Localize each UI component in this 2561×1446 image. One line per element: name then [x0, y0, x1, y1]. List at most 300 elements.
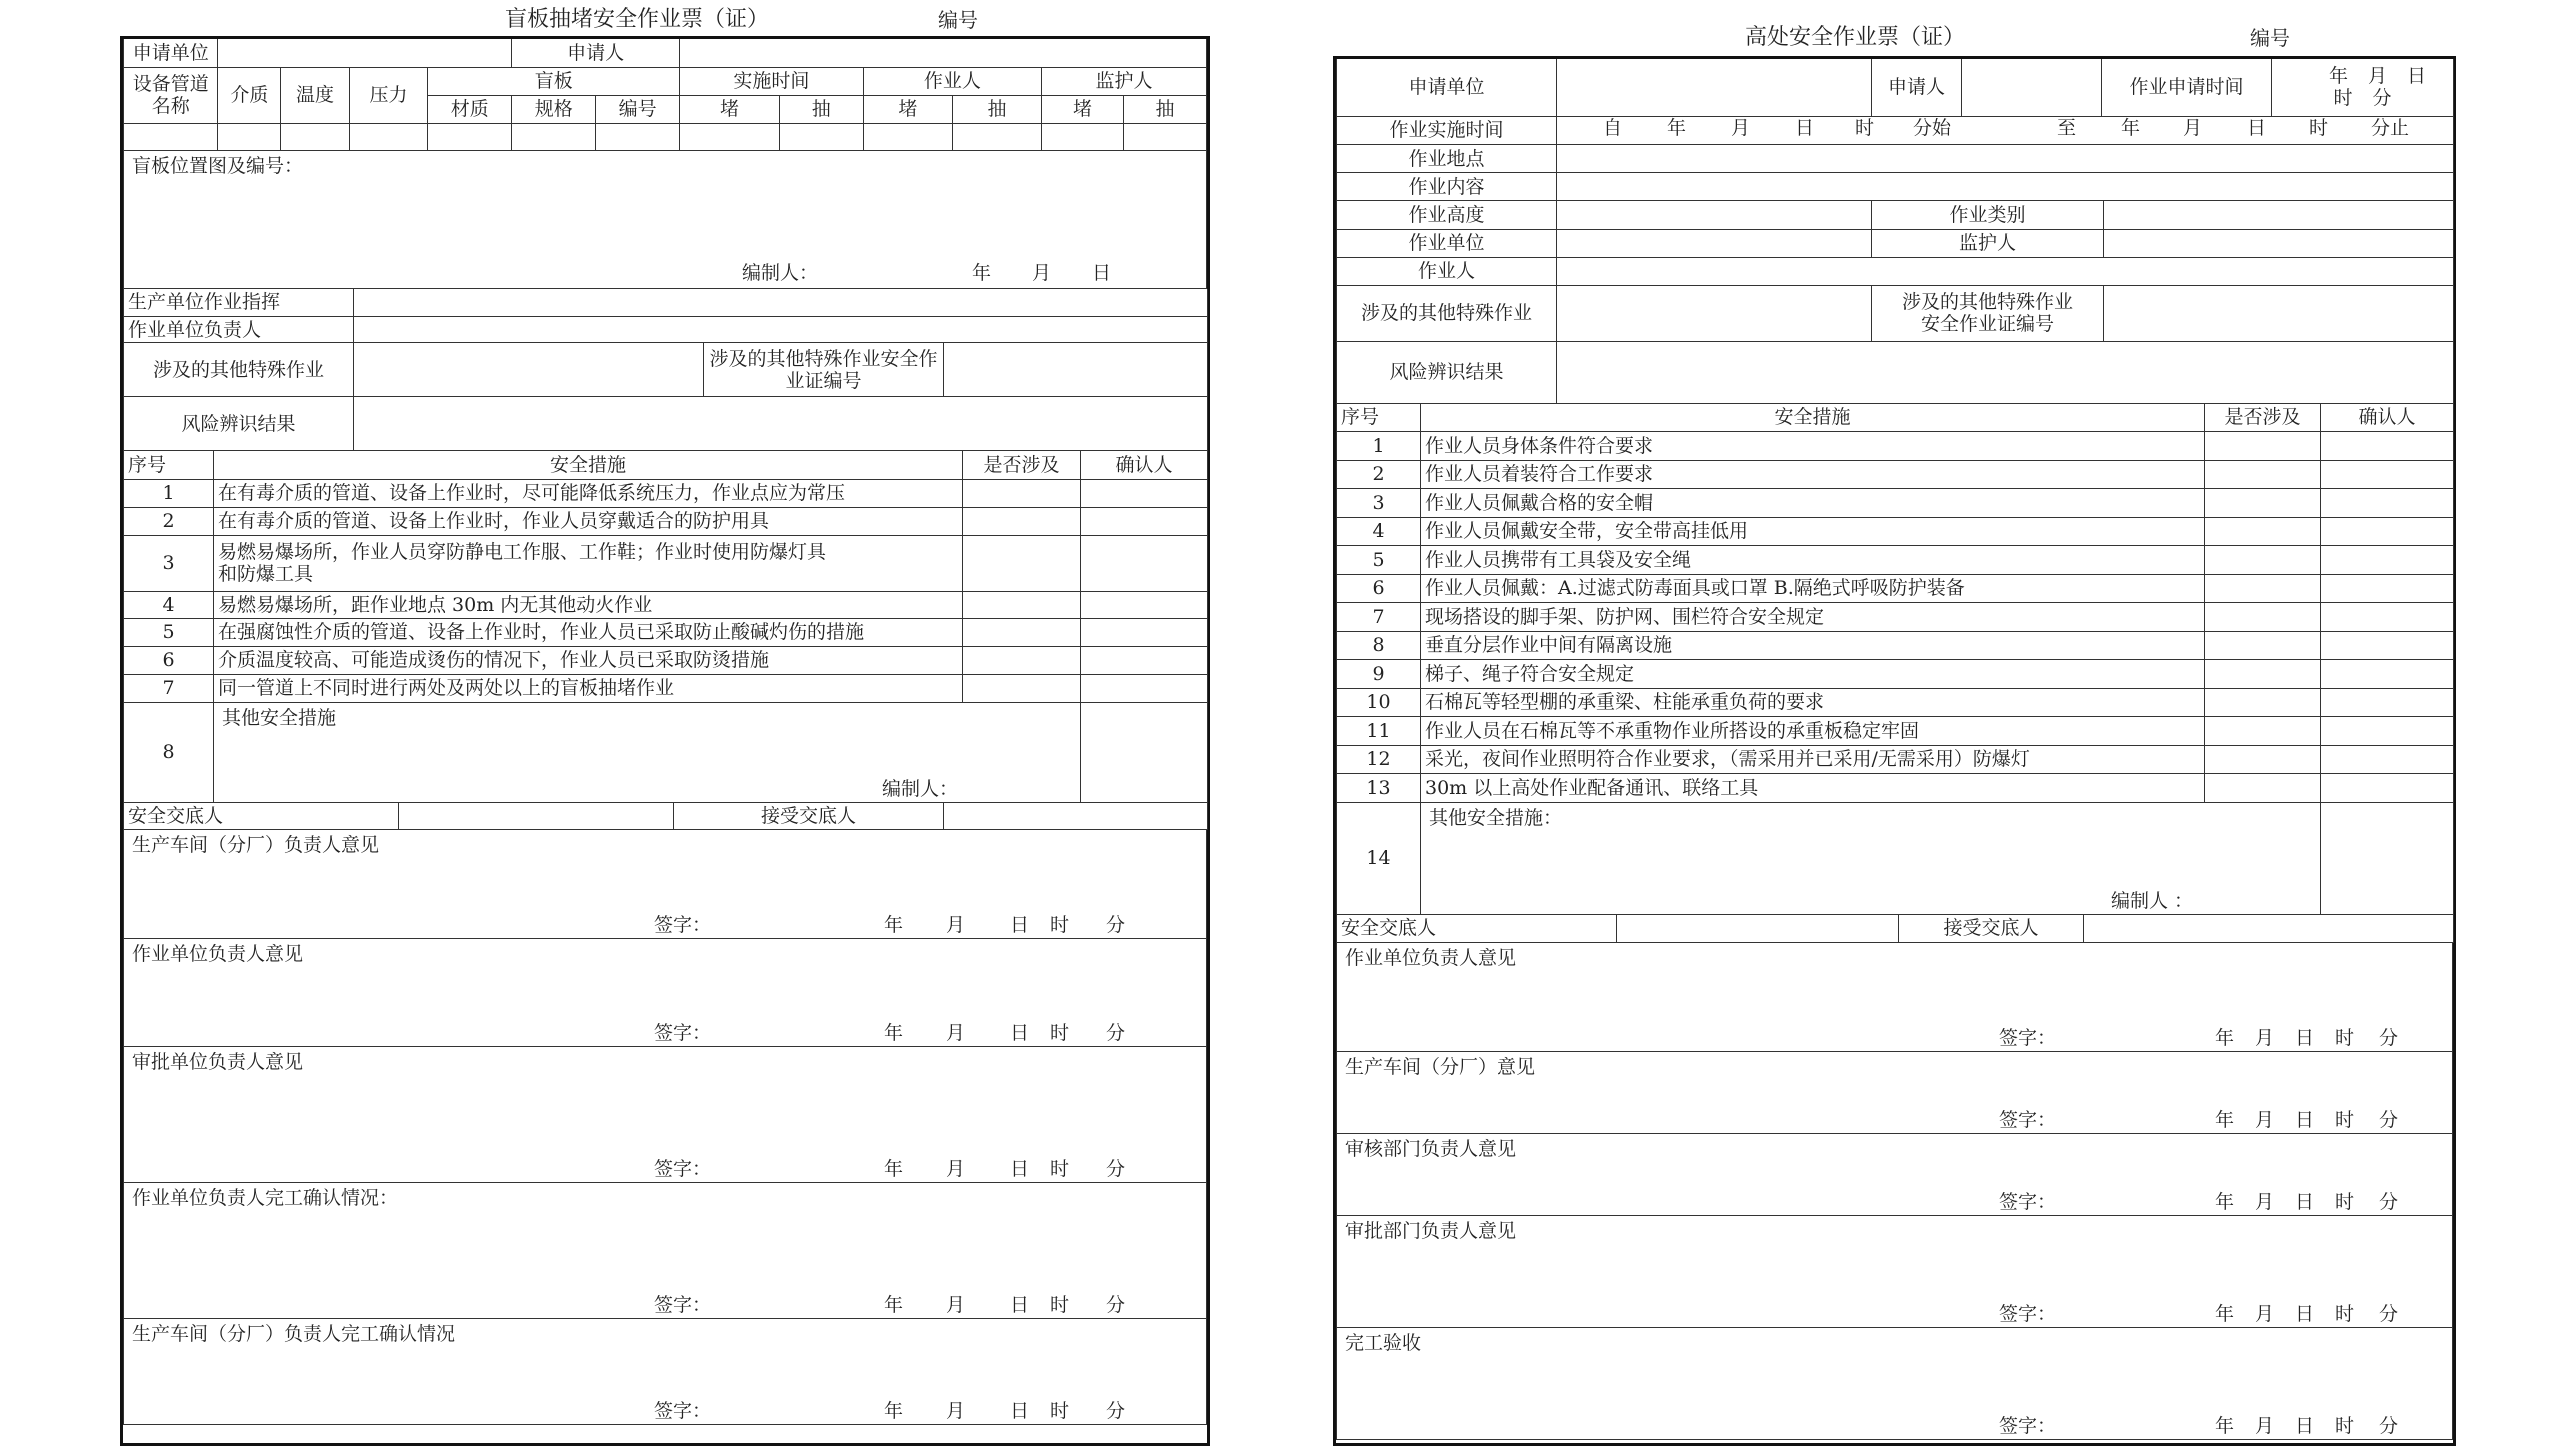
measure-confirm-field[interactable]: [2321, 774, 2454, 803]
table-row: [1337, 660, 2454, 689]
left-prod-commander-label: 生产单位作业指挥: [124, 289, 354, 317]
right-col-confirm: 确认人: [2321, 404, 2454, 432]
table-row: [1337, 460, 2454, 489]
right-other-measures-block[interactable]: [1421, 802, 2321, 914]
measure-no: 8: [1337, 631, 1421, 660]
sign-label: 签字：: [654, 913, 712, 936]
minute-label: 分: [1106, 913, 1126, 936]
left-medium-label: 介质: [218, 67, 281, 123]
table-row: [1337, 574, 2454, 603]
left-position-year: 年: [972, 261, 992, 284]
left-guardian-pull-field[interactable]: [1123, 123, 1206, 150]
right-guardian-label: 监护人: [1872, 229, 2104, 257]
day-label: 日: [1795, 116, 1815, 139]
right-apply-time-field[interactable]: [2272, 59, 2454, 116]
hour-label: 时: [1050, 1399, 1070, 1422]
measure-confirm-field[interactable]: [2321, 660, 2454, 689]
hour-label: 时: [1050, 1021, 1070, 1044]
table-row: [124, 507, 1208, 535]
measure-no: 1: [1337, 432, 1421, 461]
left-position-label: 盲板位置图及编号：: [132, 154, 304, 177]
hour-label: 时: [1050, 913, 1070, 936]
minute-label: 分: [2379, 1190, 2399, 1213]
right-category-label: 作业类别: [1872, 201, 2104, 229]
left-pressure-field[interactable]: [349, 123, 428, 150]
measure-involved-field[interactable]: [2205, 517, 2321, 546]
measure-text: 作业人员佩戴合格的安全帽: [1421, 489, 2205, 518]
right-other-special-cert-field[interactable]: [2104, 285, 2454, 341]
day-label: 日: [1010, 1293, 1030, 1316]
table-row: [124, 479, 1208, 507]
right-op-unit-label: 作业单位: [1337, 229, 1557, 257]
hour-label: 时: [2335, 1190, 2355, 1213]
year-label: 年: [884, 1157, 904, 1180]
right-opinion-block[interactable]: [1337, 1327, 2453, 1439]
measure-involved-field[interactable]: [2205, 574, 2321, 603]
table-row: [124, 646, 1208, 674]
cert-label-line-2: 安全作业证编号: [1920, 313, 2054, 335]
sign-label: 签字：: [654, 1293, 712, 1316]
measure-confirm-field[interactable]: [2321, 574, 2454, 603]
left-apply-unit-field[interactable]: [218, 39, 512, 67]
left-form: [120, 36, 1210, 1446]
measure-confirm-field[interactable]: [1081, 674, 1208, 702]
left-position-month: 月: [1032, 261, 1052, 284]
year-label: 年: [2121, 116, 2141, 139]
right-applicant-field[interactable]: [1962, 59, 2102, 116]
measure-involved-field[interactable]: [2205, 489, 2321, 518]
measure-confirm-field[interactable]: [2321, 717, 2454, 746]
right-content-field[interactable]: [1557, 173, 2454, 201]
left-guardian-label: 监护人: [1042, 67, 1207, 95]
left-handover-field[interactable]: [399, 803, 674, 830]
measure-confirm-field[interactable]: [1081, 591, 1208, 618]
measure-text: 在有毒介质的管道、设备上作业时，作业人员穿戴适合的防护用具: [214, 507, 963, 535]
sign-label: 签字：: [654, 1157, 712, 1180]
measure-text: 现场搭设的脚手架、防护网、围栏符合安全规定: [1421, 603, 2205, 632]
left-other-special-cert-label: 涉及的其他特殊作业安全作业证编号: [704, 343, 944, 397]
measure-confirm-field[interactable]: [2321, 546, 2454, 575]
opinion-label: 作业单位负责人完工确认情况：: [132, 1186, 399, 1209]
measure-involved-field[interactable]: [963, 646, 1081, 674]
minute-label: 分: [2379, 1302, 2399, 1325]
month-label: 月: [2255, 1026, 2275, 1049]
right-worker-field[interactable]: [1557, 257, 2454, 285]
measure-no: 7: [1337, 603, 1421, 632]
left-guardian-pull-label: 抽: [1123, 95, 1206, 123]
opinion-label: 生产车间（分厂）负责人意见: [132, 834, 380, 856]
left-other-special-cert-field[interactable]: [944, 343, 1208, 397]
measure-no: 9: [1337, 660, 1421, 689]
cert-label-line-1: 涉及的其他特殊作业: [1901, 291, 2073, 313]
measure-text: 在强腐蚀性介质的管道、设备上作业时，作业人员已采取防止酸碱灼伤的措施: [214, 618, 963, 646]
left-col-confirm: 确认人: [1081, 451, 1208, 479]
day-label: 日: [2295, 1190, 2315, 1213]
right-col-involved: 是否涉及: [2205, 404, 2321, 432]
left-impl-block-field[interactable]: [680, 123, 780, 150]
right-measures-drafter: 编制人 ：: [2111, 889, 2194, 912]
measure-involved-field[interactable]: [963, 535, 1081, 591]
right-apply-unit-label: 申请单位: [1337, 59, 1557, 116]
day-label: 日: [1010, 913, 1030, 936]
left-other-special-label: 涉及的其他特殊作业: [124, 343, 354, 397]
measure-involved-field[interactable]: [2205, 688, 2321, 717]
left-applicant-field[interactable]: [680, 39, 1207, 67]
measure-no: 13: [1337, 774, 1421, 803]
opinion-label: 审批部门负责人意见: [1345, 1219, 1517, 1242]
measure-text: 梯子、绳子符合安全规定: [1421, 660, 2205, 689]
left-worker-block-field[interactable]: [863, 123, 952, 150]
measure-confirm-field[interactable]: [1081, 479, 1208, 507]
measure-involved-field[interactable]: [2205, 460, 2321, 489]
left-measures-table: [123, 451, 1208, 803]
right-apply-time-label: 作业申请时间: [2102, 59, 2272, 116]
table-row: [1337, 603, 2454, 632]
measure-confirm-field[interactable]: [1081, 646, 1208, 674]
left-temperature-label: 温度: [281, 67, 349, 123]
year-label: 年: [884, 1021, 904, 1044]
left-medium-field[interactable]: [218, 123, 281, 150]
table-row: [1337, 517, 2454, 546]
left-receiver-field[interactable]: [944, 803, 1208, 830]
day-label: 日: [1010, 1399, 1030, 1422]
right-opinion-block[interactable]: [1337, 1215, 2453, 1327]
measure-text: 介质温度较高、可能造成烫伤的情况下，作业人员已采取防烫措施: [214, 646, 963, 674]
left-handover-label: 安全交底人: [124, 803, 399, 830]
measure-confirm-field[interactable]: [2321, 802, 2454, 914]
table-row: [124, 535, 1208, 591]
right-risk-result-label: 风险辨识结果: [1337, 341, 1557, 403]
left-blind-material-field[interactable]: [428, 123, 512, 150]
right-location-label: 作业地点: [1337, 145, 1557, 173]
left-form-number-label: 编号: [938, 8, 978, 32]
right-apply-time-units-1: 年 月 日: [2328, 65, 2427, 88]
right-col-measure: 安全措施: [1421, 404, 2205, 432]
year-label: 年: [884, 1399, 904, 1422]
minute-end-label: 分止: [2371, 116, 2410, 139]
year-label: 年: [1667, 116, 1687, 139]
measure-text: 作业人员携带有工具袋及安全绳: [1421, 546, 2205, 575]
right-receiver-field[interactable]: [2084, 915, 2454, 943]
measure-confirm-field[interactable]: [2321, 460, 2454, 489]
right-form-number-label: 编号: [2250, 26, 2290, 50]
left-worker-pull-field[interactable]: [952, 123, 1041, 150]
measure-text: 作业人员身体条件符合要求: [1421, 432, 2205, 461]
month-label: 月: [946, 1157, 966, 1180]
right-other-special-field[interactable]: [1557, 285, 1872, 341]
measure-confirm-field[interactable]: [1081, 507, 1208, 535]
right-impl-time-field[interactable]: [1557, 117, 2454, 145]
left-apply-unit-label: 申请单位: [124, 39, 218, 67]
measure-no: 2: [124, 507, 214, 535]
hour-label: 时: [1050, 1157, 1070, 1180]
measure-no: 1: [124, 479, 214, 507]
measure-no: 4: [124, 591, 214, 618]
table-row: [1337, 432, 2454, 461]
minute-start-label: 分始: [1913, 116, 1952, 139]
left-form-title: 盲板抽堵安全作业票（证）: [505, 7, 770, 32]
measure-text: 作业人员佩戴安全带，安全带高挂低用: [1421, 517, 2205, 546]
table-row: [1337, 546, 2454, 575]
minute-label: 分: [1106, 1293, 1126, 1316]
measure-text: 作业人员佩戴：A.过滤式防毒面具或口罩 B.隔绝式呼吸防护装备: [1421, 574, 2205, 603]
month-label: 月: [2255, 1414, 2275, 1437]
left-guardian-block-label: 堵: [1042, 95, 1124, 123]
month-label: 月: [946, 913, 966, 936]
measure-no: 7: [124, 674, 214, 702]
table-row: [1337, 774, 2454, 803]
left-opinion-block[interactable]: [124, 1318, 1207, 1424]
left-blind-number-field[interactable]: [596, 123, 680, 150]
measure-involved-field[interactable]: [963, 507, 1081, 535]
measure-text: 易燃易爆场所，作业人员穿防静电工作服、工作鞋；作业时使用防爆灯具和防爆工具: [214, 535, 963, 591]
right-apply-unit-field[interactable]: [1557, 59, 1872, 116]
year-label: 年: [2215, 1302, 2235, 1325]
measure-no: 8: [124, 702, 214, 802]
year-label: 年: [2215, 1414, 2235, 1437]
sign-label: 签字：: [1999, 1026, 2057, 1049]
measure-no: 3: [1337, 489, 1421, 518]
left-measures-drafter: 编制人：: [882, 777, 959, 800]
left-equip-name-field[interactable]: [124, 123, 218, 150]
hour-label: 时: [1050, 1293, 1070, 1316]
left-blind-label: 盲板: [428, 67, 680, 95]
left-worker-label: 作业人: [863, 67, 1041, 95]
measure-confirm-field[interactable]: [1081, 535, 1208, 591]
measure-confirm-field[interactable]: [1081, 702, 1208, 802]
month-label: 月: [946, 1021, 966, 1044]
measure-involved-field[interactable]: [2205, 432, 2321, 461]
day-label: 日: [1010, 1157, 1030, 1180]
month-label: 月: [2255, 1190, 2275, 1213]
to-label: 至: [2057, 116, 2077, 139]
right-height-field[interactable]: [1557, 201, 1872, 229]
hour-label: 时: [1855, 116, 1875, 139]
minute-label: 分: [2379, 1414, 2399, 1437]
month-label: 月: [946, 1399, 966, 1422]
left-op-unit-head-label: 作业单位负责人: [124, 317, 354, 343]
measure-text: 同一管道上不同时进行两处及两处以上的盲板抽堵作业: [214, 674, 963, 702]
measure-no: 4: [1337, 517, 1421, 546]
opinion-label: 完工验收: [1345, 1331, 1422, 1354]
left-receiver-label: 接受交底人: [674, 803, 944, 830]
right-receiver-label: 接受交底人: [1899, 915, 2084, 943]
table-row: [124, 702, 1208, 802]
left-impl-pull-field[interactable]: [779, 123, 863, 150]
opinion-label: 审核部门负责人意见: [1345, 1137, 1517, 1160]
table-row: [124, 618, 1208, 646]
hour-label: 时: [2335, 1302, 2355, 1325]
year-label: 年: [2215, 1108, 2235, 1131]
measure-no: 14: [1337, 802, 1421, 914]
measure-confirm-field[interactable]: [2321, 631, 2454, 660]
year-label: 年: [884, 913, 904, 936]
table-row: [1337, 745, 2454, 774]
measure-no: 6: [1337, 574, 1421, 603]
measure-involved-field[interactable]: [2205, 603, 2321, 632]
table-row: [1337, 802, 2454, 914]
measure-involved-field[interactable]: [2205, 745, 2321, 774]
right-category-field[interactable]: [2104, 201, 2454, 229]
left-worker-pull-label: 抽: [952, 95, 1041, 123]
table-row: [1337, 688, 2454, 717]
right-opinion-block[interactable]: [1337, 1133, 2453, 1215]
right-col-no: 序号: [1337, 404, 1421, 432]
right-op-unit-field[interactable]: [1557, 229, 1872, 257]
right-other-special-cert-label: [1872, 285, 2104, 341]
measure-no: 2: [1337, 460, 1421, 489]
measure-text: 垂直分层作业中间有隔离设施: [1421, 631, 2205, 660]
left-worker-block-label: 堵: [863, 95, 952, 123]
right-measures-table: [1336, 404, 2454, 915]
minute-label: 分: [1106, 1157, 1126, 1180]
left-equip-name-label: 设备管道名称: [124, 67, 218, 123]
opinion-label: 作业单位负责人意见: [132, 942, 304, 965]
right-impl-time-label: 作业实施时间: [1337, 117, 1557, 145]
left-position-drafter: 编制人：: [742, 261, 819, 284]
table-row: [1337, 489, 2454, 518]
sign-label: 签字：: [1999, 1108, 2057, 1131]
hour-label: 时: [2309, 116, 2329, 139]
measure-text: 采光，夜间作业照明符合作业要求，（需采用并已采用/无需采用）防爆灯: [1421, 745, 2205, 774]
right-handover-label: 安全交底人: [1337, 915, 1617, 943]
measure-confirm-field[interactable]: [2321, 517, 2454, 546]
left-position-diagram-block[interactable]: [124, 150, 1207, 288]
minute-label: 分: [2379, 1026, 2399, 1049]
day-label: 日: [2295, 1302, 2315, 1325]
right-applicant-label: 申请人: [1872, 59, 1962, 116]
month-label: 月: [946, 1293, 966, 1316]
year-label: 年: [2215, 1026, 2235, 1049]
left-other-measures-block[interactable]: [214, 702, 1081, 802]
right-worker-label: 作业人: [1337, 257, 1557, 285]
left-blind-number-label: 编号: [596, 95, 680, 123]
measure-confirm-field[interactable]: [2321, 745, 2454, 774]
from-label: 自: [1603, 116, 1623, 139]
measure-no: 5: [1337, 546, 1421, 575]
measure-involved-field[interactable]: [963, 618, 1081, 646]
right-risk-result-field[interactable]: [1557, 341, 2454, 403]
sign-label: 签字：: [1999, 1190, 2057, 1213]
measure-confirm-field[interactable]: [2321, 432, 2454, 461]
table-row: [124, 674, 1208, 702]
right-opinion-block[interactable]: [1337, 943, 2453, 1051]
day-label: 日: [2295, 1414, 2315, 1437]
left-risk-result-label: 风险辨识结果: [124, 397, 354, 451]
measure-involved-field[interactable]: [2205, 660, 2321, 689]
right-handover-field[interactable]: [1617, 915, 1899, 943]
measure-involved-field[interactable]: [963, 674, 1081, 702]
right-form-title: 高处安全作业票（证）: [1745, 25, 1966, 50]
measure-text: 在有毒介质的管道、设备上作业时，尽可能降低系统压力，作业点应为常压: [214, 479, 963, 507]
hour-label: 时: [2335, 1026, 2355, 1049]
measure-confirm-field[interactable]: [1081, 618, 1208, 646]
measure-involved-field[interactable]: [963, 479, 1081, 507]
left-impl-pull-label: 抽: [779, 95, 863, 123]
right-opinion-block[interactable]: [1337, 1051, 2453, 1133]
measure-involved-field[interactable]: [2205, 717, 2321, 746]
right-height-label: 作业高度: [1337, 201, 1557, 229]
right-guardian-field[interactable]: [2104, 229, 2454, 257]
left-guardian-block-field[interactable]: [1042, 123, 1124, 150]
opinion-label: 审批单位负责人意见: [132, 1050, 304, 1073]
left-applicant-label: 申请人: [512, 39, 680, 67]
left-pressure-label: 压力: [349, 67, 428, 123]
measure-involved-field[interactable]: [2205, 774, 2321, 803]
opinion-label: 作业单位负责人意见: [1345, 947, 1517, 969]
left-temperature-field[interactable]: [281, 123, 349, 150]
measure-involved-field[interactable]: [963, 591, 1081, 618]
minute-label: 分: [1106, 1021, 1126, 1044]
sign-label: 签字：: [1999, 1302, 2057, 1325]
left-prod-commander-field[interactable]: [354, 289, 1208, 317]
measure-text: 作业人员着装符合工作要求: [1421, 460, 2205, 489]
left-opinion-block[interactable]: [124, 1182, 1207, 1318]
table-row: [124, 591, 1208, 618]
left-position-day: 日: [1092, 261, 1112, 284]
measure-text: 其他安全措施: [222, 706, 337, 729]
day-label: 日: [2247, 116, 2267, 139]
sign-label: 签字：: [1999, 1414, 2057, 1437]
year-label: 年: [2215, 1190, 2235, 1213]
measure-no: 11: [1337, 717, 1421, 746]
table-row: [1337, 717, 2454, 746]
left-col-involved: 是否涉及: [963, 451, 1081, 479]
left-op-unit-head-field[interactable]: [354, 317, 1208, 343]
measure-involved-field[interactable]: [2205, 546, 2321, 575]
day-label: 日: [1010, 1021, 1030, 1044]
right-content-label: 作业内容: [1337, 173, 1557, 201]
month-label: 月: [2183, 116, 2203, 139]
month-label: 月: [2255, 1302, 2275, 1325]
left-blind-material-label: 材质: [428, 95, 512, 123]
measure-involved-field[interactable]: [2205, 631, 2321, 660]
left-blind-spec-label: 规格: [512, 95, 596, 123]
hour-label: 时: [2335, 1108, 2355, 1131]
opinion-label: 生产车间（分厂）意见: [1345, 1055, 1536, 1078]
measure-confirm-field[interactable]: [2321, 489, 2454, 518]
table-row: [1337, 631, 2454, 660]
left-impl-time-label: 实施时间: [680, 67, 864, 95]
minute-label: 分: [2379, 1108, 2399, 1131]
left-opinion-block[interactable]: [124, 938, 1207, 1046]
sign-label: 签字：: [654, 1021, 712, 1044]
minute-label: 分: [1106, 1399, 1126, 1422]
sign-label: 签字：: [654, 1399, 712, 1422]
left-blind-spec-field[interactable]: [512, 123, 596, 150]
measure-text: 其他安全措施：: [1429, 806, 1563, 829]
left-opinion-block[interactable]: [124, 1046, 1207, 1182]
left-risk-result-field[interactable]: [354, 397, 1208, 451]
left-opinion-block[interactable]: [124, 830, 1207, 938]
measure-confirm-field[interactable]: [2321, 603, 2454, 632]
left-other-special-field[interactable]: [354, 343, 704, 397]
measure-no: 10: [1337, 688, 1421, 717]
day-label: 日: [2295, 1108, 2315, 1131]
measure-text: 30m 以上高处作业配备通讯、联络工具: [1421, 774, 2205, 803]
right-location-field[interactable]: [1557, 145, 2454, 173]
hour-label: 时: [2335, 1414, 2355, 1437]
right-form: [1333, 56, 2456, 1446]
measure-no: 12: [1337, 745, 1421, 774]
measure-no: 6: [124, 646, 214, 674]
right-other-special-label: 涉及的其他特殊作业: [1337, 285, 1557, 341]
month-label: 月: [1731, 116, 1751, 139]
measure-text: 易燃易爆场所，距作业地点 30m 内无其他动火作业: [214, 591, 963, 618]
measure-confirm-field[interactable]: [2321, 688, 2454, 717]
year-label: 年: [884, 1293, 904, 1316]
measure-text: 作业人员在石棉瓦等不承重物作业所搭设的承重板稳定牢固: [1421, 717, 2205, 746]
